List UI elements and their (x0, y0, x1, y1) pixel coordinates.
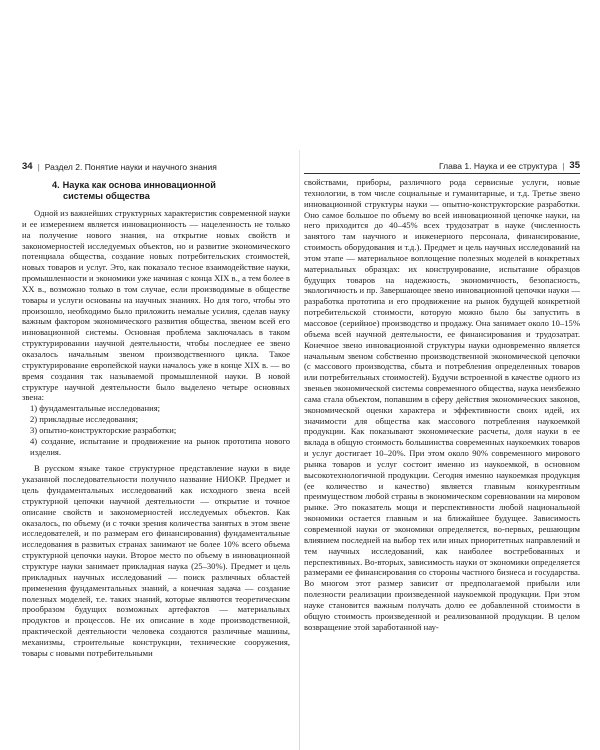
right-running-head: Глава 1. Наука и ее структура (439, 161, 558, 171)
right-body-text (304, 177, 580, 632)
header-separator: | (562, 161, 565, 171)
header-separator: | (37, 162, 40, 172)
left-body-text (22, 208, 290, 659)
list-item: 4) создание, испытание и продвижение на рынок прототипа нового изделия. (30, 435, 290, 457)
right-page-header (304, 155, 580, 174)
list-item: 3) опытно-конструкторские разработки; (30, 424, 177, 435)
section-title-line2: системы общества (63, 191, 150, 201)
section-number: 4. (52, 180, 60, 190)
section-title-line1: Наука как основа инновационной (62, 180, 216, 190)
left-page-header (22, 155, 290, 174)
paragraph: В русском языке такое структурное представление науки в виде указанной последовательности получило название НИОКР. Предмет и цель фундаментальных исследований как исходного звена всей структурной цепочки научной деятельности — открытие и точное описание свойств и закономерностей исследуемых объектов. Как оказалось, по объему (и с точки зрения количества занятых в этом звене исследователей, и по размерам его финансирования) фундаментальные исследования в развитых странах занимают не более 10% всего объема структурной цепочки науки. Второе место по объему в инновационной структуре науки занимает прикладная наука (25–30%). Предмет и цель прикладных научных исследований — поиск различных областей применения фундаментальных знаний, а конечная задача — создание полезных моделей, т.е. таких знаний, которые являются теоретическим прообразом будущих возможных артефактов — материальных продуктов и процессов. Не их описание в ходе производственной, практической деятельности человека создаются различные машины, механизмы, строительные конструкции, технические сооружения, товары с новыми потребительными (22, 463, 290, 658)
paragraph: свойствами, приборы, различного рода сервисные услуги, новые технологии, в том числе социальные и гуманитарные, и т.д. Третье звено инновационной структуры науки — опытно-конструкторские разработки. Оно самое большое по объему во всей инновационной цепочке науки, на него приходится до 40–45% всех трудозатрат в науке (численность занятого там научного и инженерного персонала, финансирование, стоимость оборудования и т.д.). Предмет и цель научных исследований на этом этапе — материальное воплощение полезных моделей в конкретных материальных образцах: их конструирование, испытание образцов будущих товаров на надежность, экономичность, безопасность, экологичность и пр. Завершающее звено инновационной цепочки науки — разработка прототипа и его продвижение на рынок будущей конкретной потребительской стоимости, которую можно было бы запустить в массовое (серийное) производство и продажу. Она занимает около 10–15% объема всей научной деятельности, ее финансирования и трудозатрат. Конечное звено инновационной структуры науки одновременно является начальным звеном собственно производственной экономической цепочки (с массового производства, сбыта и потребления определенных товаров или потребительных стоимостей). Будучи встроенной в качестве одного из звеньев экономической системы современного общества, наука неизбежно сама стала объектом, попавшим в сферу действия экономических законов, экономической оценки характера и эффективности своих идей, их значимости для общества как массового потребления наукоемкой продукции. Как показывают экономические расчеты, доля науки в ее вклада в общую стоимость большинства современных наукоемких товаров и услуг достигает 10–20%. При этом около 90% современного мирового рынка товаров и услуг состоит именно из наукоемкой, в основном высокотехнологичной продукции. Сегодня именно наукоемкая продукция (ее количество и качество) является главным конкурентным преимуществом любой страны в экономическом соревновании на мировом рынке. Это показатель мощи и перспективности любой национальной экономики остается главным и на ближайшее будущее. Зависимость современной науки от экономики определяется, во-первых, решающим влиянием последней на выбор тех или иных приоритетных направлений и тем научных исследований, как наиболее востребованных и перспективных. Во-вторых, зависимость науки от экономики определяется размерами ее финансирования со стороны частного бизнеса и государства. Во многом этот размер зависит от предполагаемой прибыли или полезности реализации произведенной наукоемкой продукции. При этом науке становится важным получать долю ее добавленной стоимости в общую стоимость произведенной и реализованной продукции. В целом возвращение этой заработанной нау- (304, 177, 580, 632)
right-page (300, 155, 600, 750)
list-item: 2) прикладные исследования; (30, 414, 138, 425)
left-page-number: 34 (22, 161, 33, 172)
right-page-number: 35 (569, 160, 580, 171)
left-running-head: Раздел 2. Понятие науки и научного знания (44, 162, 217, 172)
paragraph: Одной из важнейших структурных характеристик современной науки и ее измерением является инновационность — нацеленность не только на получение нового знания, на открытие новых свойств и закономерностей исследуемых объектов, но и развитие экономического потенциала общества, создание новых потребительских стоимостей, новых товаров и услуг. Это, как показало тесное взаимодействие науки, промышленности и экономики уже начиная с конца XIX в., а тем более в XX в., возможно только в том случае, если производимые в обществе товары и услуги основаны на научных знаниях. Но для того, чтобы это произошло, необходимо было приложить немалые усилия, сделав науку важным фактором экономического развития общества, звеном всей его инновационной системы. Основная проблема заключалась в таком структурировании научной деятельности, чтобы последнее ее звено оказалось начальным звеном производственного цикла. Такое структурирование европейской науки началось уже в конце XIX в. — во время создания так называемой промышленной науки. В новой структуре научной деятельности было выделено четыре основных звена: (22, 208, 290, 403)
section-heading (52, 180, 232, 202)
left-page (0, 155, 300, 750)
list-item: 1) фундаментальные исследования; (30, 403, 161, 414)
